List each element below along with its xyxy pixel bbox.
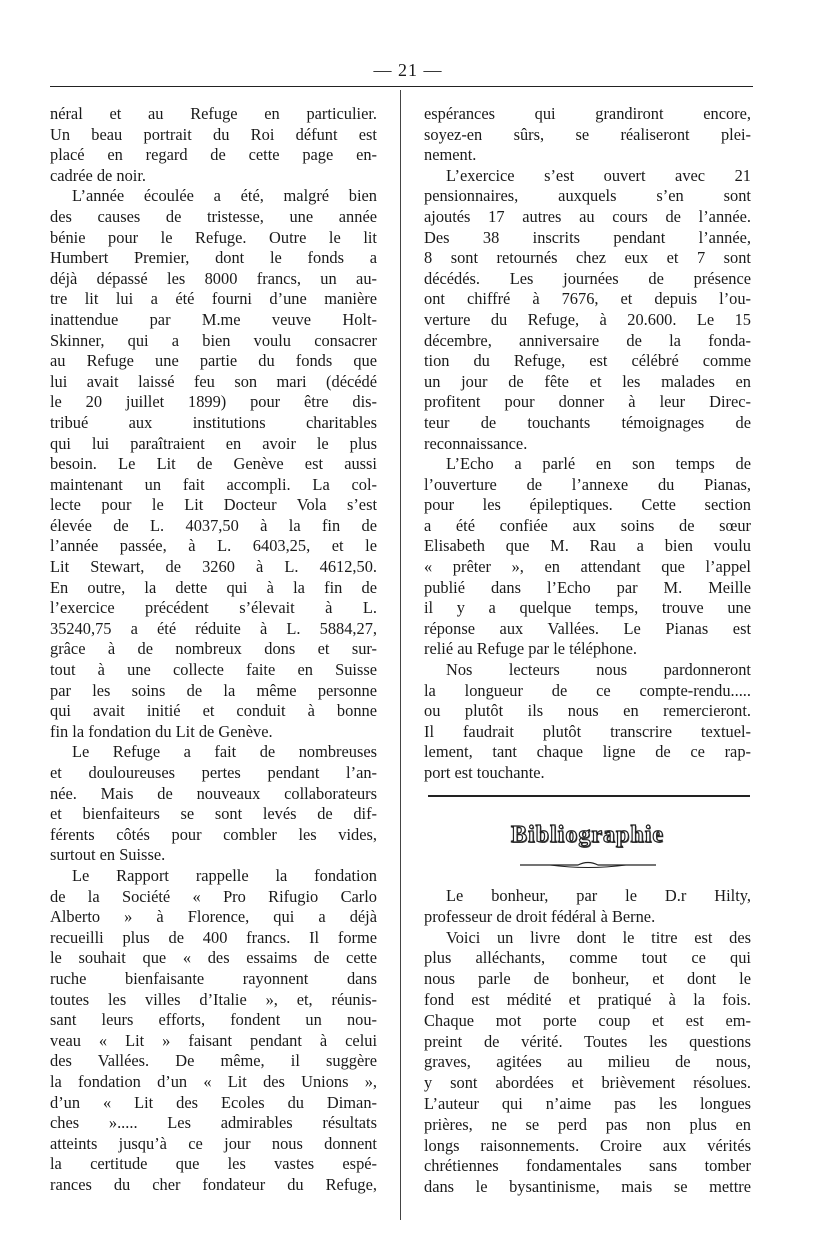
- text-line: chrétiennes fondamentales sans tomber: [424, 1156, 751, 1176]
- text-line: L’exercice s’est ouvert avec 21: [446, 165, 751, 185]
- text-line: Elisabeth que M. Rau a bien voulu: [424, 536, 751, 556]
- text-line: Nos lecteurs nous pardonneront: [446, 660, 751, 680]
- text-line: espérances qui grandiront encore,: [424, 104, 751, 123]
- text-line: Le Rapport rappelle la fondation: [72, 865, 377, 885]
- bibliography-heading: Bibliographie: [510, 822, 665, 848]
- text-line: sant leurs efforts, fondent un nou-: [50, 1010, 377, 1030]
- text-line: tribué aux institutions charitables: [50, 412, 377, 432]
- text-line: le 20 juillet 1899) pour être dis-: [50, 392, 377, 412]
- text-line: l’exercice précédent s’élevait à L.: [50, 598, 377, 618]
- text-line: pensionnaires, auxquels s’en sont: [424, 186, 751, 206]
- text-line: un jour de fête et les malades en: [424, 371, 751, 391]
- text-line: Chaque mot porte coup et est em-: [424, 1010, 751, 1030]
- bibliography-body: [424, 886, 751, 1198]
- text-line: L’année écoulée a été, malgré bien: [72, 186, 377, 206]
- text-line: il y a quelque temps, trouve une: [424, 598, 751, 618]
- column-divider: [400, 90, 401, 1220]
- text-line: veau « Lit » faisant pendant à celui: [50, 1030, 377, 1050]
- text-line: décembre, anniversaire de la fonda-: [424, 330, 751, 350]
- text-line: verture du Refuge, à 20.600. Le 15: [424, 309, 751, 329]
- text-line: Lit Stewart, de 3260 à L. 4612,50.: [50, 557, 377, 577]
- text-line: tre lit lui a été fourni d’une manière: [50, 289, 377, 309]
- text-line: Voici un livre dont le titre est des: [446, 927, 751, 947]
- page-number: — 21 —: [373, 60, 443, 80]
- text-line: 8 sont retournés chez eux et 7 sont: [424, 248, 751, 268]
- text-line: ches »..... Les admirables résultats: [50, 1113, 377, 1133]
- text-line: au Refuge une partie du fonds que: [50, 351, 377, 371]
- text-line: professeur de droit fédéral à Berne.: [424, 906, 656, 926]
- text-line: Alberto » à Florence, qui a déjà: [50, 907, 377, 927]
- text-line: née. Mais de nouveaux collaborateurs: [50, 783, 377, 803]
- text-line: Un beau portrait du Roi défunt est: [50, 124, 377, 144]
- text-line: réponse aux Vallées. Le Pianas est: [424, 618, 751, 638]
- text-line: grâce à de nombreux dons et sur-: [50, 639, 377, 659]
- text-line: Le bonheur, par le D.r Hilty,: [446, 886, 751, 905]
- text-line: l’année passée, à L. 6403,25, et le: [50, 536, 377, 556]
- text-line: Des 38 inscrits pendant l’année,: [424, 227, 751, 247]
- text-line: Il faudrait plutôt transcrire textuel-: [424, 721, 751, 741]
- text-line: pour les épileptiques. Cette section: [424, 495, 751, 515]
- text-line: preint de vérité. Toutes les questions: [424, 1031, 751, 1051]
- text-line: placé en regard de cette page en-: [50, 145, 377, 165]
- text-line: publié dans l’Echo par M. Meille: [424, 577, 751, 597]
- text-line: atteints jusqu’à ce jour nous donnent: [50, 1133, 377, 1153]
- text-line: et douloureuses pertes pendant l’an-: [50, 763, 377, 782]
- text-line: prières, ne se perd pas non plus en: [424, 1114, 751, 1134]
- text-line: recueilli plus de 400 francs. Il forme: [50, 927, 377, 947]
- text-line: ajoutés 17 autres au cours de l’année.: [424, 206, 751, 226]
- text-line: a été confiée aux soins de sœur: [424, 515, 751, 535]
- text-line: toutes les villes d’Italie », et, réunis-: [50, 989, 377, 1009]
- text-line: déjà dépassé les 8000 francs, un au-: [50, 268, 377, 288]
- text-line: lement, tant chaque ligne de ce rap-: [424, 742, 751, 762]
- text-line: qui avait initié et conduit à bonne: [50, 701, 377, 721]
- text-line: longs raisonnements. Croire aux vérités: [424, 1135, 751, 1155]
- text-line: la longueur de ce compte-rendu.....: [424, 680, 751, 700]
- right-column-upper: [424, 104, 751, 784]
- text-line: des Vallées. De même, il suggère: [50, 1051, 377, 1071]
- text-line: fin la fondation du Lit de Genève.: [50, 721, 273, 741]
- text-line: Humbert Premier, dont le fonds a: [50, 248, 377, 268]
- text-line: Le Refuge a fait de nombreuses: [72, 742, 377, 762]
- text-line: maintenant un fait accompli. La col-: [50, 474, 377, 494]
- text-line: et bienfaiteurs se sont levés de dif-: [50, 804, 377, 824]
- text-line: 35240,75 a été réduite à L. 5884,27,: [50, 618, 377, 638]
- text-line: bénie pour le Refuge. Outre le lit: [50, 227, 377, 247]
- text-line: inattendue par M.me veuve Holt-: [50, 309, 377, 329]
- text-line: besoin. Le Lit de Genève est aussi: [50, 454, 377, 474]
- text-line: relié au Refuge par le téléphone.: [424, 639, 637, 659]
- text-line: la certitude que les vastes espé-: [50, 1154, 377, 1174]
- text-line: d’un « Lit des Ecoles du Diman-: [50, 1092, 377, 1112]
- text-line: tion du Refuge, est célébré comme: [424, 351, 751, 371]
- text-line: L’auteur qui n’aime pas les longues: [424, 1093, 751, 1113]
- text-line: teur de touchants témoignages de: [424, 412, 751, 432]
- text-line: nous parle de bonheur, et dont le: [424, 969, 751, 989]
- text-line: « prêter », en attendant que l’appel: [424, 557, 751, 577]
- text-line: dans le bysantinisme, mais se mettre: [424, 1177, 751, 1197]
- text-line: néral et au Refuge en particulier.: [50, 104, 377, 123]
- text-line: décédés. Les journées de présence: [424, 268, 751, 288]
- text-line: lecte pour le Lit Docteur Vola s’est: [50, 495, 377, 515]
- title-ornament: [520, 860, 656, 870]
- text-line: Skinner, qui a bien voulu consacrer: [50, 330, 377, 350]
- text-line: reconnaissance.: [424, 433, 528, 453]
- text-line: lui avait laissé feu son mari (décédé: [50, 371, 377, 391]
- text-line: ruche bienfaisante rayonnent dans: [50, 968, 377, 988]
- text-line: qui lui paraîtraient en avoir le plus: [50, 433, 377, 453]
- text-line: surtout en Suisse.: [50, 845, 166, 865]
- text-line: soyez-en sûrs, se réaliseront plei-: [424, 124, 751, 144]
- text-line: ou plutôt ils nous en remercieront.: [424, 701, 751, 721]
- left-column: [50, 104, 377, 1195]
- text-line: cadrée de noir.: [50, 165, 147, 185]
- text-line: graves, agitées au milieu de nous,: [424, 1052, 751, 1072]
- section-rule: [428, 795, 750, 797]
- text-line: rances du cher fondateur du Refuge,: [50, 1174, 377, 1194]
- text-line: tout à une collecte faite en Suisse: [50, 660, 377, 680]
- text-line: nement.: [424, 145, 477, 165]
- text-line: férents côtés pour combler les vides,: [50, 824, 377, 844]
- text-line: par les soins de la même personne: [50, 680, 377, 700]
- text-line: ont chiffré à 7676, et depuis l’ou-: [424, 289, 751, 309]
- text-line: fond est médité et pratiqué à la fois.: [424, 989, 751, 1009]
- text-line: des causes de tristesse, une année: [50, 206, 377, 226]
- text-line: profitent pour donner à leur Direc-: [424, 392, 751, 412]
- header-rule: [50, 86, 753, 87]
- text-line: élevée de L. 4037,50 à la fin de: [50, 515, 377, 535]
- text-line: L’Echo a parlé en son temps de: [446, 454, 751, 474]
- text-line: En outre, la dette qui à la fin de: [50, 577, 377, 597]
- text-line: y sont abordées et brièvement résolues.: [424, 1073, 751, 1093]
- text-line: l’ouverture de l’annexe du Pianas,: [424, 474, 751, 494]
- text-line: port est touchante.: [424, 763, 545, 782]
- text-line: le souhait que « des essaims de cette: [50, 948, 377, 968]
- text-line: la fondation d’un « Lit des Unions »,: [50, 1071, 377, 1091]
- text-line: plus alléchants, comme tout ce qui: [424, 948, 751, 968]
- text-line: de la Société « Pro Rifugio Carlo: [50, 886, 377, 906]
